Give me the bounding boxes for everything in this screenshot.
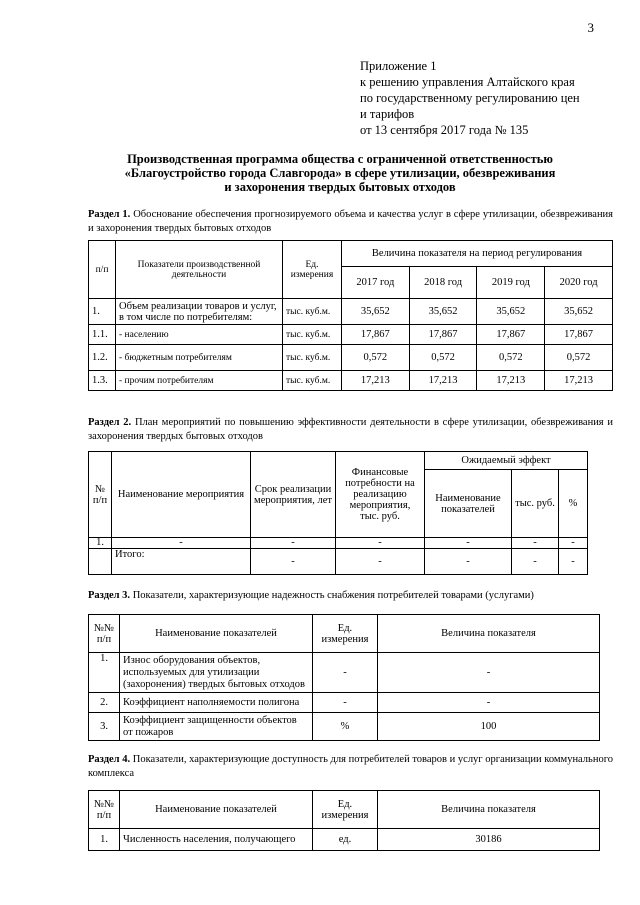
- row-num: 1.: [89, 299, 116, 325]
- row-thous: -: [512, 549, 559, 575]
- section2-heading: [88, 416, 613, 444]
- row-value: 17,213: [545, 371, 613, 391]
- row-finance: -: [336, 549, 425, 575]
- header-year: 2019 год: [477, 267, 545, 299]
- header-year: 2020 год: [545, 267, 613, 299]
- header-num: №№ п/п: [89, 615, 120, 653]
- title-line: и захоронения твердых бытовых отходов: [224, 180, 456, 194]
- row-value: 17,213: [409, 371, 477, 391]
- table-row: [89, 299, 613, 325]
- row-value: 0,572: [342, 345, 410, 371]
- page-number: 3: [587, 20, 594, 35]
- row-unit: тыс. куб.м.: [283, 325, 342, 345]
- row-name: Коэффициент наполняемости полигона: [120, 693, 313, 713]
- row-name: Износ оборудования объектов, используемых для утилизации (захоронения) твердых бытовых отходов: [120, 653, 313, 693]
- row-unit: %: [313, 713, 378, 741]
- row-value: 100: [378, 713, 600, 741]
- row-value: 0,572: [545, 345, 613, 371]
- row-unit: тыс. куб.м.: [283, 345, 342, 371]
- row-num: 1.3.: [89, 371, 116, 391]
- table-row: [89, 345, 613, 371]
- section-label: Раздел 2.: [88, 417, 132, 428]
- header-finance: Финансовые потребности на реализацию мероприятия, тыс. руб.: [336, 452, 425, 538]
- row-num: 1.2.: [89, 345, 116, 371]
- table-row: [89, 549, 588, 575]
- section4-table: [88, 790, 600, 851]
- row-unit: -: [313, 653, 378, 693]
- row-value: 0,572: [477, 345, 545, 371]
- row-value: 17,213: [342, 371, 410, 391]
- header-effect-thous: тыс. руб.: [512, 470, 559, 538]
- header-unit: Ед. измерения: [283, 241, 342, 299]
- row-name: Численность населения, получающего: [120, 829, 313, 851]
- header-indicator: Показатели производственной деятельности: [116, 241, 283, 299]
- section3-table: [88, 614, 600, 741]
- row-value: 35,652: [409, 299, 477, 325]
- row-name: -: [112, 538, 251, 549]
- table-row: [89, 713, 600, 741]
- header-year: 2017 год: [342, 267, 410, 299]
- row-name: - бюджетным потребителям: [116, 345, 283, 371]
- section2-table: [88, 451, 588, 575]
- header-unit: Ед. измерения: [313, 615, 378, 653]
- section1-table: [88, 240, 613, 391]
- row-value: 35,652: [545, 299, 613, 325]
- appendix-block: [360, 58, 580, 138]
- table-row: [89, 538, 588, 549]
- appendix-line: Приложение 1: [360, 59, 437, 73]
- row-value: 17,867: [477, 325, 545, 345]
- appendix-line: к решению управления Алтайского края: [360, 75, 575, 89]
- section-label: Раздел 3.: [88, 590, 131, 601]
- row-pct: -: [559, 549, 588, 575]
- appendix-line: по государственному регулированию цен: [360, 91, 580, 105]
- appendix-line: от 13 сентября 2017 года № 135: [360, 123, 529, 137]
- section3-heading: [88, 589, 613, 603]
- row-num: 1.: [89, 538, 112, 549]
- row-name: Объем реализации товаров и услуг, в том числе по потребителям:: [116, 299, 283, 325]
- row-unit: тыс. куб.м.: [283, 371, 342, 391]
- row-value: 0,572: [409, 345, 477, 371]
- section-text: Показатели, характеризующие доступность для потребителей товаров и услуг организации коммунального комплекса: [88, 754, 614, 779]
- header-name: Наименование показателей: [120, 791, 313, 829]
- title-line: Производственная программа общества с ограниченной ответственностью: [127, 152, 553, 166]
- row-name: - прочим потребителям: [116, 371, 283, 391]
- row-effect-name: -: [425, 538, 512, 549]
- document-title: [60, 152, 620, 194]
- title-line: «Благоустройство города Славгорода» в сфере утилизации, обезвреживания: [124, 166, 556, 180]
- header-value: Величина показателя: [378, 615, 600, 653]
- row-num: 3.: [89, 713, 120, 741]
- header-name: Наименование мероприятия: [112, 452, 251, 538]
- row-unit: -: [313, 693, 378, 713]
- header-num: № п/п: [89, 452, 112, 538]
- row-value: -: [378, 653, 600, 693]
- section-text: Показатели, характеризующие надежность снабжения потребителей товарами (услугами): [132, 590, 534, 601]
- table-row: [89, 653, 600, 693]
- row-term: -: [251, 538, 336, 549]
- appendix-line: и тарифов: [360, 107, 415, 121]
- row-unit: ед.: [313, 829, 378, 851]
- header-effect-pct: %: [559, 470, 588, 538]
- header-num: №№ п/п: [89, 791, 120, 829]
- row-unit: тыс. куб.м.: [283, 299, 342, 325]
- row-term: -: [251, 549, 336, 575]
- section-label: Раздел 4.: [88, 754, 131, 765]
- header-effect-name: Наименование показателей: [425, 470, 512, 538]
- row-value: 17,213: [477, 371, 545, 391]
- row-effect-name: -: [425, 549, 512, 575]
- row-num: 1.: [89, 653, 120, 693]
- header-term: Срок реализации мероприятия, лет: [251, 452, 336, 538]
- row-name: - населению: [116, 325, 283, 345]
- row-value: 30186: [378, 829, 600, 851]
- section4-heading: [88, 753, 613, 781]
- row-value: 35,652: [477, 299, 545, 325]
- header-name: Наименование показателей: [120, 615, 313, 653]
- row-name: Итого:: [112, 549, 251, 575]
- row-finance: -: [336, 538, 425, 549]
- header-effect: Ожидаемый эффект: [425, 452, 588, 470]
- table-row: [89, 371, 613, 391]
- row-value: 17,867: [409, 325, 477, 345]
- section-label: Раздел 1.: [88, 209, 131, 220]
- row-num: 1.: [89, 829, 120, 851]
- row-value: -: [378, 693, 600, 713]
- section1-heading: [88, 208, 613, 236]
- row-thous: -: [512, 538, 559, 549]
- row-pct: -: [559, 538, 588, 549]
- row-name: Коэффициент защищенности объектов от пожаров: [120, 713, 313, 741]
- table-row: [89, 829, 600, 851]
- section-text: Обоснование обеспечения прогнозируемого объема и качества услуг в сфере утилизации, обезвреживания и захоронения твердых бытовых отходов: [88, 209, 614, 234]
- table-row: [89, 325, 613, 345]
- header-num: п/п: [89, 241, 116, 299]
- header-value: Величина показателя: [378, 791, 600, 829]
- table-row: [89, 693, 600, 713]
- row-num: 2.: [89, 693, 120, 713]
- row-num: 1.1.: [89, 325, 116, 345]
- row-value: 17,867: [342, 325, 410, 345]
- header-unit: Ед. измерения: [313, 791, 378, 829]
- row-value: 35,652: [342, 299, 410, 325]
- section-text: План мероприятий по повышению эффективности деятельности в сфере утилизации, обезвреживания и захоронения твердых бытовых отходов: [88, 417, 614, 442]
- header-period: Величина показателя на период регулирования: [342, 241, 613, 267]
- row-value: 17,867: [545, 325, 613, 345]
- header-year: 2018 год: [409, 267, 477, 299]
- row-num: [89, 549, 112, 575]
